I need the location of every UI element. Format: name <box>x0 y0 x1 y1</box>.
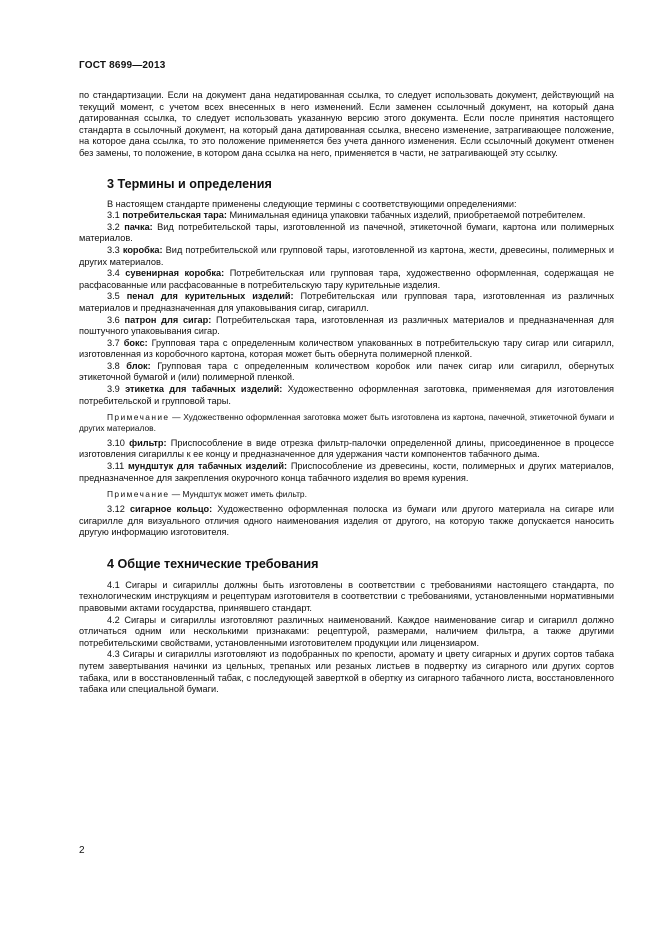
section-3-heading: 3 Термины и определения <box>107 176 272 191</box>
term-3-6: 3.6 патрон для сигар: Потребительская тара, изготовленная из различных материалов и предназначенная для поштучного упаковывания сигар. <box>79 314 614 337</box>
term-3-11: 3.11 мундштук для табачных изделий: Приспособление из древесины, кости, полимерных и других материалов, предназначенное для закрепления окурочного конца табачного изделия во время курения. <box>79 461 614 483</box>
term-3-2: 3.2 пачка: Вид потребительской тары, изготовленной из пачечной, этикеточной бумаги, картона или полимерных материалов. <box>79 221 614 244</box>
section-4-heading: 4 Общие технические требования <box>107 556 319 571</box>
clause-4-2: 4.2 Сигары и сигариллы изготовляют различных наименований. Каждое наименование сигар и сигарилл должно отличаться одним или несколькими признаками: рецептурой, размерами, наличием фильтра, а также другими потребительскими свойствами, установленными изготовителем продукции или лицензиаром. <box>79 614 614 648</box>
page-number: 2 <box>79 845 85 856</box>
term-3-1: 3.1 потребительская тара: Минимальная единица упаковки табачных изделий, приобретаемой потребителем. <box>107 210 586 221</box>
document-header: ГОСТ 8699—2013 <box>79 60 166 71</box>
term-3-10: 3.10 фильтр: Приспособление в виде отрезка фильтр-палочки определенной длины, присоединенное в процессе изготовления сигариллы к ее концу и предназначенное для удержания части компонентов табачного дыма. <box>79 437 615 460</box>
term-3-3: 3.3 коробка: Вид потребительской или групповой тары, изготовленной из картона, жести, древесины, полимерных и других материалов. <box>79 244 614 267</box>
term-3-5: 3.5 пенал для курительных изделий: Потребительская или групповая тара, изготовленная из различных материалов и предназначенная для упаковывания сигар, сигарилл. <box>79 291 614 313</box>
intro-paragraph: по стандартизации. Если на документ дана недатированная ссылка, то следует использовать документ, действующий на текущий момент, с учетом всех внесенных в него изменений. Если заменен ссылочный документ, на который дана датированная ссылка, то следует использовать указанную версию этого документа. Если после принятия настоящего стандарта в ссылочный документ, на который дана датированная ссылка, внесено изменение, затрагивающее положение, на которое дана ссылка, то это положение применяется без учета данного изменения. Если ссылочный документ отменен без замены, то положение, в котором дана ссылка на него, применяется в части, не затрагивающей эту ссылку. <box>79 90 614 158</box>
clause-4-1: 4.1 Сигары и сигариллы должны быть изготовлены в соответствии с требованиями настоящего стандарта, по технологическим инструкциям и рецептурам изготовителя в соответствии с требованиями, установленными нормативными правовыми актами государства, принявшего стандарт. <box>79 579 614 613</box>
document-body <box>79 90 614 696</box>
clause-4-3: 4.3 Сигары и сигариллы изготовляют из подобранных по крепости, аромату и цвету сигарных и других сортов табака путем завертывания начинки из цельных, трепаных или резаных листьев в подвертку из сигарного или других сортов табака, или в восстановленный табак, с последующей заверткой в обертку из сигарного табачного листа, восстановленного табака или специальной бумаги. <box>79 649 614 695</box>
note-2: Примечание — Мундштук может иметь фильтр. <box>107 489 307 500</box>
term-3-9: 3.9 этикетка для табачных изделий: Художественно оформленная заготовка, применяемая для изготовления потребительской и групповой тары. <box>79 384 614 406</box>
term-3-8: 3.8 блок: Групповая тара с определенным количеством коробок или пачек сигар или сигарилл, обернутых этикеточной бумагой и (или) полимерной пленкой. <box>79 360 614 383</box>
term-3-4: 3.4 сувенирная коробка: Потребительская или групповая тара, художественно оформленная, содержащая не расфасованные или расфасованные в потребительскую тару курительные изделия. <box>79 268 614 290</box>
term-3-12: 3.12 сигарное кольцо: Художественно оформленная полоска из бумаги или другого материала на сигаре или сигарилле для визуального отличия одного наименования изделия от другого, на которую также допускается наносить другую информацию изготовителя. <box>79 504 614 538</box>
section-3-lead: В настоящем стандарте применены следующие термины с соответствующими определениями: <box>107 198 517 209</box>
term-3-7: 3.7 бокс: Групповая тара с определенным количеством упакованных в потребительскую тару сигар или сигарилл, изготовленная из коробочного картона, которая может быть обернута полимерной пленкой. <box>79 337 614 360</box>
note-1: Примечание — Художественно оформленная заготовка может быть изготовлена из картона, пачечной, этикеточной бумаги и других материалов. <box>79 412 614 434</box>
